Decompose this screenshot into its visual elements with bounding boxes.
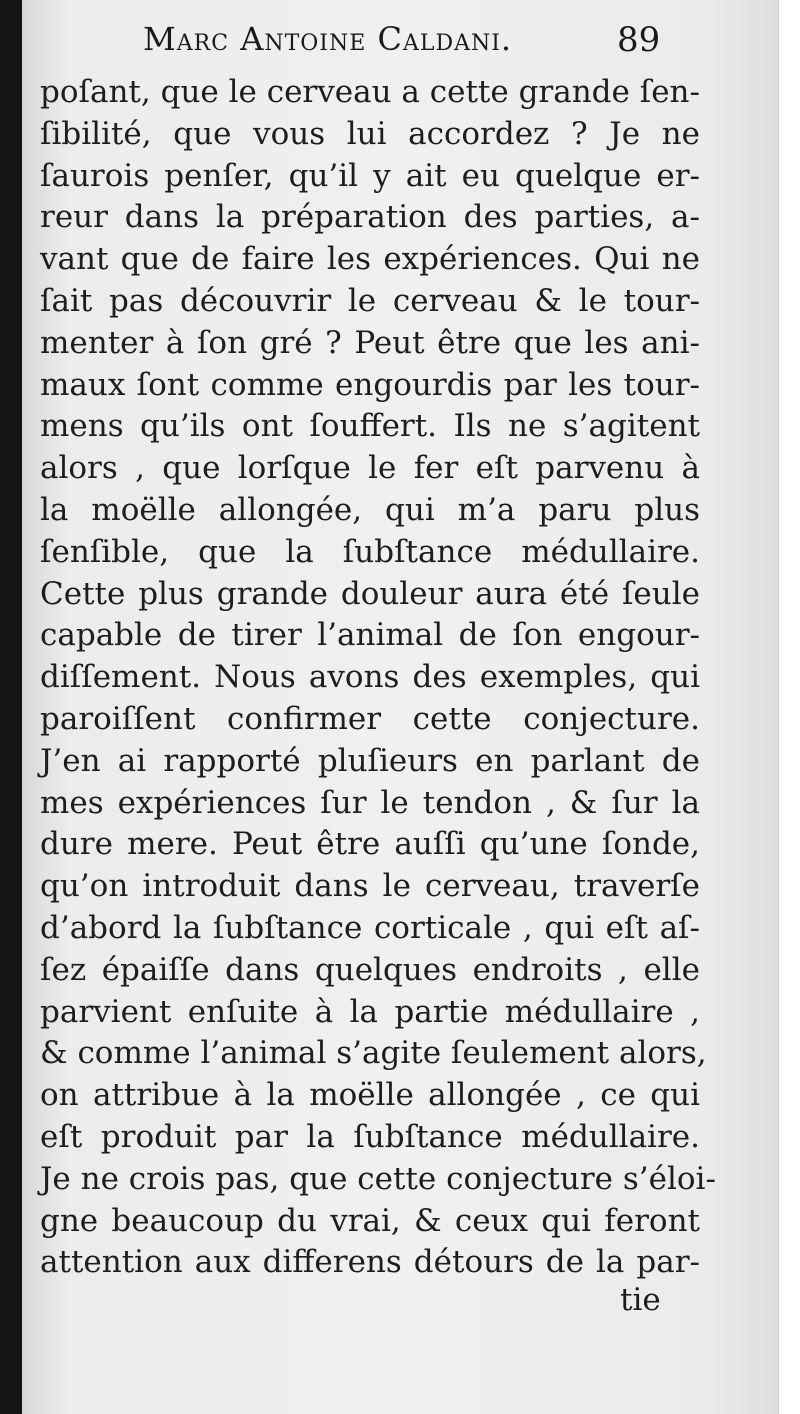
page-number: 89 bbox=[617, 20, 661, 60]
body-text bbox=[40, 72, 716, 1284]
text-line: la moëlle allongée, qui m’a paru plus bbox=[40, 491, 700, 528]
text-line: paroiſſent confirmer cette conjecture. bbox=[40, 700, 700, 737]
text-line: diſſement. Nous avons des exemples, qui bbox=[40, 659, 700, 696]
text-line: Cette plus grande douleur aura été ſeule bbox=[40, 575, 700, 612]
text-line: mens qu’ils ont ſouffert. Ils ne s’agitent bbox=[40, 408, 700, 445]
page-header bbox=[40, 18, 690, 68]
text-line: parvient enſuite à la partie médullaire , bbox=[40, 993, 700, 1030]
text-line: attention aux differens détours de la par- bbox=[40, 1244, 700, 1281]
text-line: ſaurois penſer, qu’il y ait eu quelque er- bbox=[40, 157, 700, 194]
text-line: eſt produit par la ſubſtance médullaire. bbox=[40, 1118, 700, 1155]
text-line: maux ſont comme engourdis par les tour- bbox=[40, 366, 700, 403]
text-line: ſenſible, que la ſubſtance médullaire. bbox=[40, 533, 700, 570]
text-line: d’abord la ſubſtance corticale , qui eſt aſ- bbox=[40, 909, 700, 946]
running-title: Marc Antoine Caldani. bbox=[143, 20, 513, 58]
scan-binding-shadow bbox=[0, 0, 24, 1414]
catchword: tie bbox=[620, 1282, 661, 1318]
text-line: reur dans la préparation des parties, a- bbox=[40, 199, 700, 236]
text-line: poſant, que le cerveau a cette grande ſen- bbox=[40, 74, 700, 110]
text-line: menter à ſon gré ? Peut être que les ani- bbox=[40, 324, 700, 361]
text-line: Je ne crois pas, que cette conjecture s’éloi- bbox=[40, 1160, 716, 1197]
text-line: capable de tirer l’animal de ſon engour- bbox=[40, 617, 700, 654]
text-line: ſait pas découvrir le cerveau & le tour- bbox=[40, 282, 700, 319]
text-line: ſibilité, que vous lui accordez ? Je ne bbox=[40, 115, 700, 152]
text-line: alors , que lorſque le fer eſt parvenu à bbox=[40, 450, 700, 487]
text-line: on attribue à la moëlle allongée , ce qui bbox=[40, 1077, 700, 1114]
text-line: ſez épaiſſe dans quelques endroits , elle bbox=[40, 951, 700, 988]
scan-page-edge bbox=[778, 0, 800, 1414]
text-line: dure mere. Peut être auſſi qu’une ſonde, bbox=[40, 826, 700, 863]
text-line: & comme l’animal s’agite ſeulement alors, bbox=[40, 1035, 707, 1072]
text-line: vant que de faire les expériences. Qui ne bbox=[40, 241, 700, 278]
text-line: J’en ai rapporté pluſieurs en parlant de bbox=[40, 742, 700, 779]
text-line: mes expériences ſur le tendon , & ſur la bbox=[40, 784, 700, 821]
text-line: qu’on introduit dans le cerveau, traverſe bbox=[40, 868, 700, 905]
text-line: gne beaucoup du vrai, & ceux qui feront bbox=[40, 1202, 700, 1239]
